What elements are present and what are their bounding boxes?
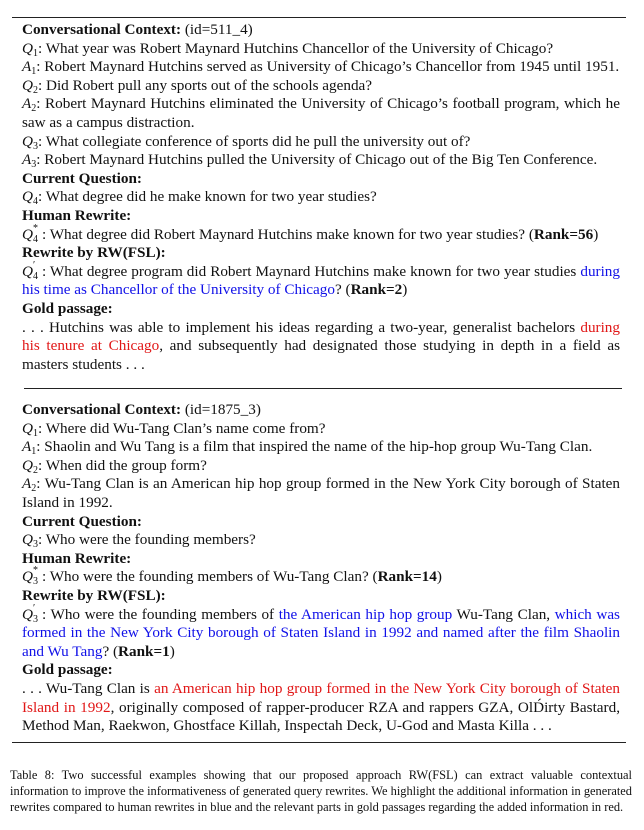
relevant-span: during his tenure at Chicago [22,318,620,355]
gold-passage: . . . Wu-Tang Clan is an American hip hop group formed in the New York City borough of Staten Island in 1992, originally composed of rapper-producer RZA and rappers GZA, OlD́irty Bastard, Method Man, Raekwon, Ghostface Killah, Inspectah Deck, U-God and Masta Killa . . . [22,679,621,735]
rank: Rank=1 [118,642,170,660]
context-header: Conversational Context: (id=1875_3) [22,401,261,418]
turn: $Q_2$: When did the group form? [22,456,207,476]
human-rewrite-heading: Human Rewrite: [22,206,132,224]
gold-passage-heading: Gold passage: [22,299,113,317]
gold-passage: . . . Hutchins was able to implement his ideas regarding a two-year, generalist bachelors during his tenure at Chicago, and subsequently had designated those studying in depth in a field as masters students . . . [22,318,620,373]
turn: $Q_2$: Did Robert pull any sports out of the schools agenda? [22,76,373,96]
turn: $Q_1$: What year was Robert Maynard Hutchins Chancellor of the University of Chicago? [22,39,554,59]
relevant-span: an American hip hop group formed in the New York City borough of Staten Island in 1992 [22,679,621,716]
human-rewrite: Q * 4 : What degree did Robert Maynard Hutchins make known for two year studies? (Rank=56) [22,222,599,245]
turn: $A_1$: Shaolin and Wu Tang is a film that inspired the name of the hip-hop group Wu-Tang Clan. [22,438,593,458]
model-rewrite: Q ′ 4 : What degree program did Robert Maynard Hutchins make known for two year studies during his time as Chancellor of the University of Chicago? (Rank=2) [22,259,620,299]
current-question-heading: Current Question: [22,169,142,187]
added-info: which was formed in the New York City borough of Staten Island in 1992 and named after the film Shaolin and Wu Tang [22,605,620,660]
added-info: during his time as Chancellor of the University of Chicago [22,262,620,299]
rank: Rank=2 [350,281,403,299]
table-bottom-rule [12,742,626,743]
context-header: Conversational Context: (id=511_4) [22,21,253,38]
turn: $A_3$: Robert Maynard Hutchins pulled the University of Chicago out of the Big Ten Conference. [22,151,598,171]
added-info: the American hip hop group [278,605,453,623]
separator-rule [24,388,622,389]
model-rewrite-heading: Rewrite by RW(FSL): [22,244,166,262]
table-top-rule [12,17,626,18]
example-1 [22,21,620,374]
current-question-heading: Current Question: [22,512,142,530]
turn: $A_2$: Wu-Tang Clan is an American hip hop group formed in the New York City borough of Staten Island in 1992. [22,475,620,511]
turn: $A_2$: Robert Maynard Hutchins eliminated the University of Chicago’s football program, which he saw as a campus distraction. [22,95,620,131]
gold-passage-heading: Gold passage: [22,661,113,679]
model-rewrite: Q ′ 3 : Who were the founding members of the American hip hop group Wu-Tang Clan, which was formed in the New York City borough of Staten Island in 1992 and named after the film Shaolin and Wu Tang? (Rank=1) [22,602,620,660]
rank: Rank=14 [377,568,437,586]
human-rewrite: Q * 3 : Who were the founding members of Wu-Tang Clan? (Rank=14) [22,565,442,588]
turn: $Q_1$: Where did Wu-Tang Clan’s name come from? [22,419,326,439]
example-2 [22,401,620,736]
current-question: $Q_4$: What degree did he make known for two year studies? [22,188,377,208]
table-caption: Table 8: Two successful examples showing that our proposed approach RW(FSL) can extract valuable contextual information to improve the informativeness of generated query rewrites. We highlight the additional information in generated rewrites compared to human rewrites in blue and the relevant parts in gold passages regarding the added information in red. [10,768,632,814]
turn: $Q_3$: What collegiate conference of sports did he pull the university out of? [22,132,471,152]
human-rewrite-heading: Human Rewrite: [22,549,132,567]
turn: $A_1$: Robert Maynard Hutchins served as University of Chicago’s Chancellor from 1945 until 1951. [22,58,620,78]
current-question: $Q_3$: Who were the founding members? [22,531,256,551]
rank: Rank=56 [533,225,594,243]
model-rewrite-heading: Rewrite by RW(FSL): [22,586,166,604]
